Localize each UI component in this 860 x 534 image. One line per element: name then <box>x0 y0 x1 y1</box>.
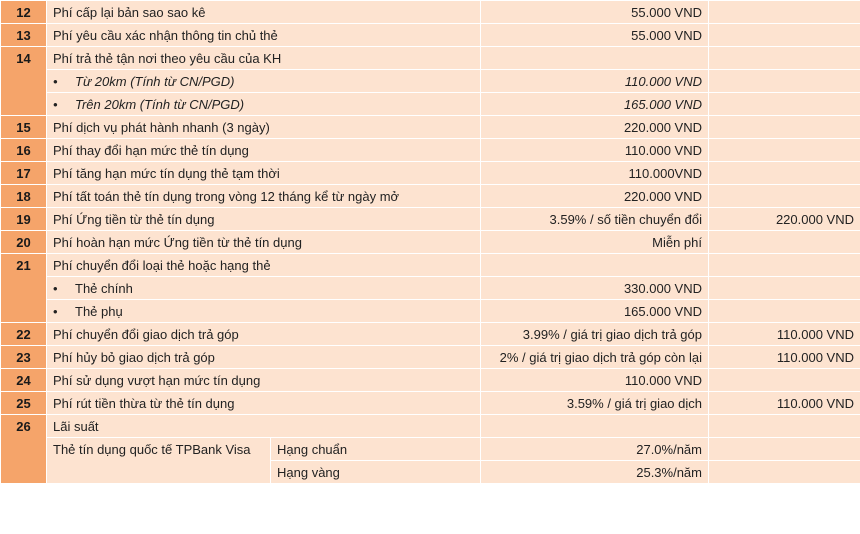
fee-description: Phí Ứng tiền từ thẻ tín dụng <box>47 208 481 231</box>
fee-description: Trên 20km (Tính từ CN/PGD) <box>75 96 245 112</box>
interest-rate: 25.3%/năm <box>481 461 709 484</box>
fee-amount: 110.000VND <box>481 162 709 185</box>
table-row <box>1 300 860 323</box>
row-number: 24 <box>1 369 47 392</box>
fee-minimum <box>709 300 860 323</box>
table-row <box>1 208 860 231</box>
fee-amount: 3.99% / giá trị giao dịch trả góp <box>481 323 709 346</box>
row-number: 12 <box>1 1 47 24</box>
fee-description: Phí trả thẻ tận nơi theo yêu cầu của KH <box>47 47 481 70</box>
fee-amount: 165.000 VND <box>481 93 709 116</box>
fee-amount: 110.000 VND <box>481 70 709 93</box>
table-row <box>1 231 860 254</box>
fee-minimum <box>709 254 860 277</box>
fee-minimum: 220.000 VND <box>709 208 860 231</box>
table-row <box>1 254 860 277</box>
interest-tier-label: Hạng chuẩn <box>271 438 481 461</box>
fee-minimum <box>709 116 860 139</box>
row-number: 21 <box>1 254 47 323</box>
table-row <box>1 346 860 369</box>
table-row <box>1 392 860 415</box>
fee-description: Phí hoàn hạn mức Ứng tiền từ thẻ tín dụng <box>47 231 481 254</box>
fee-minimum <box>709 47 860 70</box>
fee-description: Thẻ phụ <box>75 303 123 319</box>
fee-amount: 2% / giá trị giao dịch trả góp còn lại <box>481 346 709 369</box>
fee-minimum: 110.000 VND <box>709 323 860 346</box>
fee-minimum <box>709 162 860 185</box>
fee-description: Phí yêu cầu xác nhận thông tin chủ thẻ <box>47 24 481 47</box>
fee-description: Phí chuyển đổi loại thẻ hoặc hạng thẻ <box>47 254 481 277</box>
row-number: 15 <box>1 116 47 139</box>
fee-amount: 220.000 VND <box>481 185 709 208</box>
fee-description: Phí tăng hạn mức tín dụng thẻ tạm thời <box>47 162 481 185</box>
table-row <box>1 116 860 139</box>
row-number: 18 <box>1 185 47 208</box>
fee-description: Phí cấp lại bản sao sao kê <box>47 1 481 24</box>
fee-minimum <box>709 139 860 162</box>
row-number: 20 <box>1 231 47 254</box>
fee-sub-item <box>47 93 481 116</box>
fee-description: Từ 20km (Tính từ CN/PGD) <box>75 73 235 89</box>
fee-amount: 55.000 VND <box>481 24 709 47</box>
fee-sub-item <box>47 277 481 300</box>
fee-minimum <box>709 438 860 461</box>
fee-minimum <box>709 277 860 300</box>
fee-amount: 220.000 VND <box>481 116 709 139</box>
table-row <box>1 1 860 24</box>
table-row <box>1 438 860 461</box>
fee-amount: 3.59% / giá trị giao dịch <box>481 392 709 415</box>
fee-sub-item <box>47 70 481 93</box>
table-row <box>1 139 860 162</box>
fee-minimum <box>709 369 860 392</box>
fee-description: Lãi suất <box>47 415 481 438</box>
row-number: 26 <box>1 415 47 484</box>
fee-minimum <box>709 1 860 24</box>
row-number: 14 <box>1 47 47 116</box>
fee-amount <box>481 254 709 277</box>
fee-description: Phí chuyển đổi giao dịch trả góp <box>47 323 481 346</box>
table-row <box>1 277 860 300</box>
fee-minimum <box>709 415 860 438</box>
fee-description: Thẻ chính <box>75 280 133 296</box>
row-number: 22 <box>1 323 47 346</box>
row-number: 19 <box>1 208 47 231</box>
fee-amount: 110.000 VND <box>481 139 709 162</box>
row-number: 17 <box>1 162 47 185</box>
fee-minimum: 110.000 VND <box>709 346 860 369</box>
table-row <box>1 93 860 116</box>
table-row <box>1 47 860 70</box>
table-row <box>1 70 860 93</box>
fee-amount: Miễn phí <box>481 231 709 254</box>
fee-amount <box>481 47 709 70</box>
table-row <box>1 185 860 208</box>
row-number: 23 <box>1 346 47 369</box>
fee-amount: 55.000 VND <box>481 1 709 24</box>
fee-sub-item <box>47 300 481 323</box>
fee-description: Phí dịch vụ phát hành nhanh (3 ngày) <box>47 116 481 139</box>
fee-description: Phí thay đổi hạn mức thẻ tín dụng <box>47 139 481 162</box>
interest-rate: 27.0%/năm <box>481 438 709 461</box>
fee-amount <box>481 415 709 438</box>
row-number: 25 <box>1 392 47 415</box>
fee-amount: 3.59% / số tiền chuyển đổi <box>481 208 709 231</box>
fee-minimum <box>709 231 860 254</box>
fee-amount: 110.000 VND <box>481 369 709 392</box>
bullet-icon: • <box>53 73 58 89</box>
fee-description: Phí tất toán thẻ tín dụng trong vòng 12 tháng kể từ ngày mở <box>47 185 481 208</box>
fee-description: Phí rút tiền thừa từ thẻ tín dụng <box>47 392 481 415</box>
fee-amount: 165.000 VND <box>481 300 709 323</box>
table-row <box>1 415 860 438</box>
fee-minimum <box>709 24 860 47</box>
bullet-icon: • <box>53 303 58 319</box>
fee-minimum <box>709 93 860 116</box>
fee-minimum: 110.000 VND <box>709 392 860 415</box>
fee-description: Phí hủy bỏ giao dịch trả góp <box>47 346 481 369</box>
bullet-icon: • <box>53 96 58 112</box>
fee-minimum <box>709 185 860 208</box>
table-row <box>1 162 860 185</box>
row-number: 16 <box>1 139 47 162</box>
table-row <box>1 323 860 346</box>
interest-card-name: Thẻ tín dụng quốc tế TPBank Visa <box>47 438 271 484</box>
fee-minimum <box>709 70 860 93</box>
row-number: 13 <box>1 24 47 47</box>
fee-minimum <box>709 461 860 484</box>
interest-tier-label: Hạng vàng <box>271 461 481 484</box>
fee-description: Phí sử dụng vượt hạn mức tín dụng <box>47 369 481 392</box>
bullet-icon: • <box>53 280 58 296</box>
fee-amount: 330.000 VND <box>481 277 709 300</box>
table-row <box>1 24 860 47</box>
table-row <box>1 369 860 392</box>
